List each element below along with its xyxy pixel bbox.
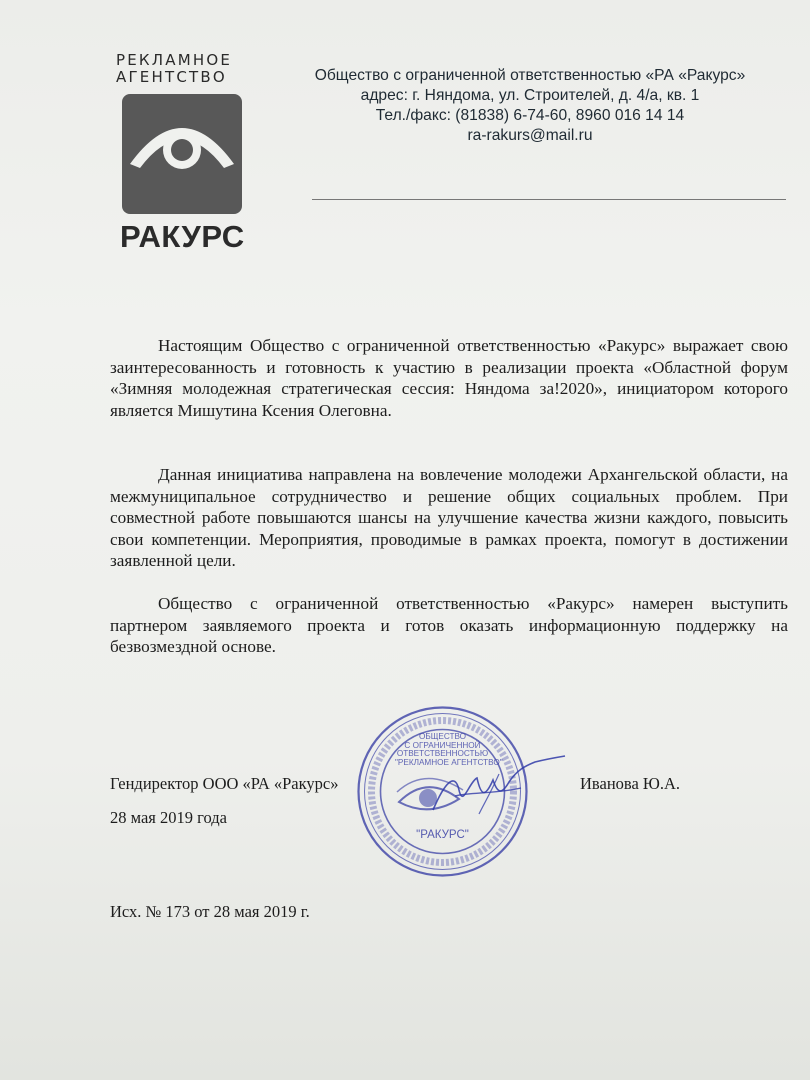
signatory-name: Иванова Ю.А. (580, 774, 681, 793)
logo-line-1: РЕКЛАМНОЕ (116, 51, 233, 69)
paragraph-1: Настоящим Общество с ограниченной ответственностью «Ракурс» выражает свою заинтересованность и готовность к участию в реализации проекта «Областной форум «Зимняя молодежная стратегическая сессия: Няндома за!2020», инициатором которого является Мишутина Ксения Олеговна. (110, 336, 788, 420)
stamp-line-4: "РЕКЛАМНОЕ АГЕНТСТВО" (395, 757, 503, 767)
letterhead-email: ra-rakurs@mail.ru (467, 127, 593, 144)
letterhead-phone: Тел./факс: (81838) 6-74-60, 8960 016 14 14 (375, 107, 685, 124)
stamp-line-2: С ОГРАНИЧЕННОЙ (404, 740, 481, 750)
signature-date: 28 мая 2019 года (110, 808, 227, 827)
stamp-bottom: "РАКУРС" (416, 829, 469, 841)
letterhead-divider (312, 199, 786, 200)
paragraph-2: Данная инициатива направлена на вовлечение молодежи Архангельской области, на межмуниципальное сотрудничество и решение общих социальных проблем. При совместной работе повышаются шансы на улучшение качества жизни каждого, повысить свои компетенции. Мероприятия, проводимые в рамках проекта, помогут в достижении заявленной цели. (110, 465, 788, 571)
signatory-title: Гендиректор ООО «РА «Ракурс» (110, 774, 339, 793)
letterhead-address: адрес: г. Няндома, ул. Строителей, д. 4/а, кв. 1 (360, 87, 700, 104)
logo-line-2: АГЕНТСТВО (116, 68, 227, 86)
company-logo (116, 52, 246, 257)
outgoing-number: Исх. № 173 от 28 мая 2019 г. (110, 902, 310, 921)
logo-name: РАКУРС (120, 219, 245, 254)
paragraph-3: Общество с ограниченной ответственностью «Ракурс» намерен выступить партнером заявляемого проекта и готов оказать информационную поддержку на безвозмездной основе. (110, 594, 788, 657)
handwritten-signature (425, 752, 570, 822)
stamp-line-1: ОБЩЕСТВО (418, 732, 467, 741)
stamp-line-3: ОТВЕТСТВЕННОСТЬЮ (396, 749, 489, 759)
letterhead (270, 66, 790, 146)
eye-logo-icon (122, 94, 242, 214)
letterhead-org: Общество с ограниченной ответственностью «РА «Ракурс» (314, 67, 746, 84)
